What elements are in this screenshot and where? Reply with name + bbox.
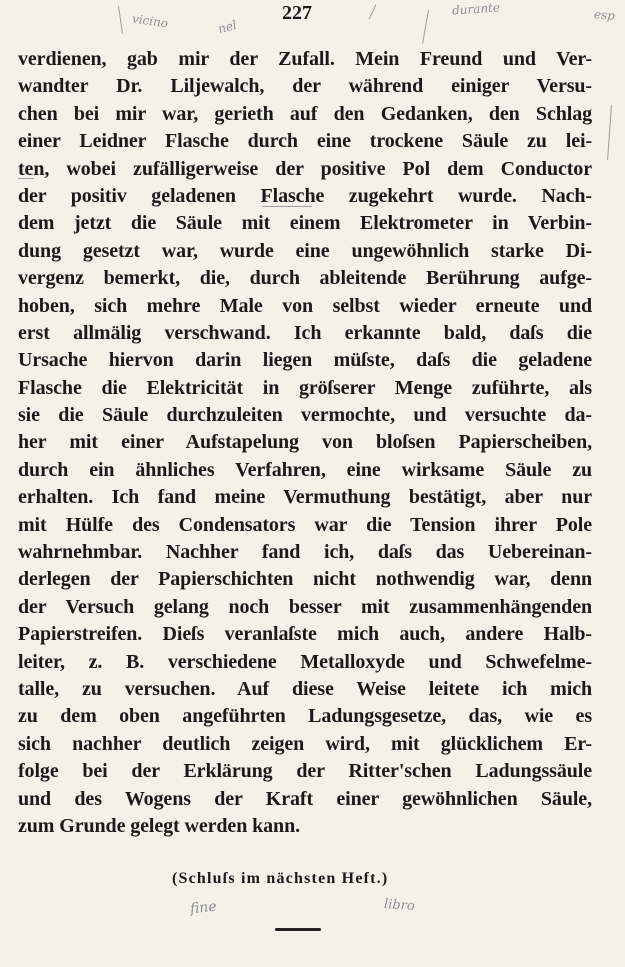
text-line: folge bei der Erklärung der Ritter'schen Ladungssäule (18, 760, 592, 783)
pencil-annotation: nel (216, 17, 239, 37)
text-line: mit Hülfe des Condensators war die Tension ihrer Pole (18, 513, 592, 536)
pencil-annotation: vicino (131, 11, 169, 31)
text-line: sie die Säule durchzuleiten vermochte, und versuchte da- (18, 404, 592, 427)
text-line: Flasche die Elektricität in gröſserer Menge zuführte, als (18, 376, 592, 399)
text-line: und des Wogens der Kraft einer gewöhnlichen Säule, (18, 787, 592, 810)
text-line: wandter Dr. Liljewalch, der während einiger Versu- (18, 75, 592, 98)
continuation-note: (Schluſs im nächsten Heft.) (172, 870, 389, 887)
text-line: hoben, sich mehre Male von selbst wieder erneute und (18, 294, 592, 317)
text-line: verdienen, gab mir der Zufall. Mein Freund und Ver- (18, 48, 592, 70)
pencil-mark (607, 105, 612, 160)
pencil-mark (369, 5, 377, 20)
text-line: einer Leidner Flasche durch eine trockene Säule zu lei- (18, 130, 592, 153)
text-line: der positiv geladenen Flasche zugekehrt wurde. Nach- (18, 184, 592, 207)
text-line: derlegen der Papierschichten nicht nothwendig war, denn (18, 568, 592, 591)
page-number: 227 (282, 2, 312, 24)
text-line: der Versuch gelang noch besser mit zusammenhängenden (18, 595, 592, 618)
text-line: durch ein ähnliches Verfahren, eine wirksame Säule zu (18, 458, 592, 481)
pencil-annotation: fine (189, 898, 218, 918)
text-line: chen bei mir war, gerieth auf den Gedanken, den Schlag (18, 102, 592, 125)
text-line: Ursache hiervon darin liegen müſste, daſs die geladene (18, 349, 592, 372)
text-line: sich nachher deutlich zeigen wird, mit glücklichem Er- (18, 732, 592, 755)
text-line: vergenz bemerkt, die, durch ableitende Berührung aufge- (18, 267, 592, 290)
pencil-mark (422, 10, 429, 44)
pencil-annotation: esp (593, 7, 616, 23)
pencil-annotation: durante (451, 0, 501, 18)
text-line: ten, wobei zufälligerweise der positive Pol dem Conductor (18, 157, 592, 180)
text-line: leiter, z. B. verschiedene Metalloxyde und Schwefelme- (18, 650, 592, 673)
text-line: erst allmälig verschwand. Ich erkannte bald, daſs die (18, 321, 592, 344)
text-line: Papierstreifen. Dieſs veranlaſste mich auch, andere Halb- (18, 623, 592, 646)
text-line: zu dem oben angeführten Ladungsgesetze, das, wie es (18, 705, 592, 728)
text-line: her mit einer Aufstapelung von bloſsen Papierscheiben, (18, 431, 592, 454)
text-line: zum Grunde gelegt werden kann. (18, 814, 301, 837)
section-rule (275, 928, 321, 931)
pencil-annotation: libro (383, 896, 416, 915)
text-line: wahrnehmbar. Nachher fand ich, daſs das Uebereinan- (18, 541, 592, 564)
text-line: dem jetzt die Säule mit einem Elektrometer in Verbin- (18, 212, 592, 235)
text-line: erhalten. Ich fand meine Vermuthung bestätigt, aber nur (18, 486, 592, 509)
pencil-mark (118, 6, 123, 34)
text-line: dung gesetzt war, wurde eine ungewöhnlich starke Di- (18, 239, 592, 262)
body-text (18, 46, 592, 840)
text-line: talle, zu versuchen. Auf diese Weise leitete ich mich (18, 677, 592, 700)
